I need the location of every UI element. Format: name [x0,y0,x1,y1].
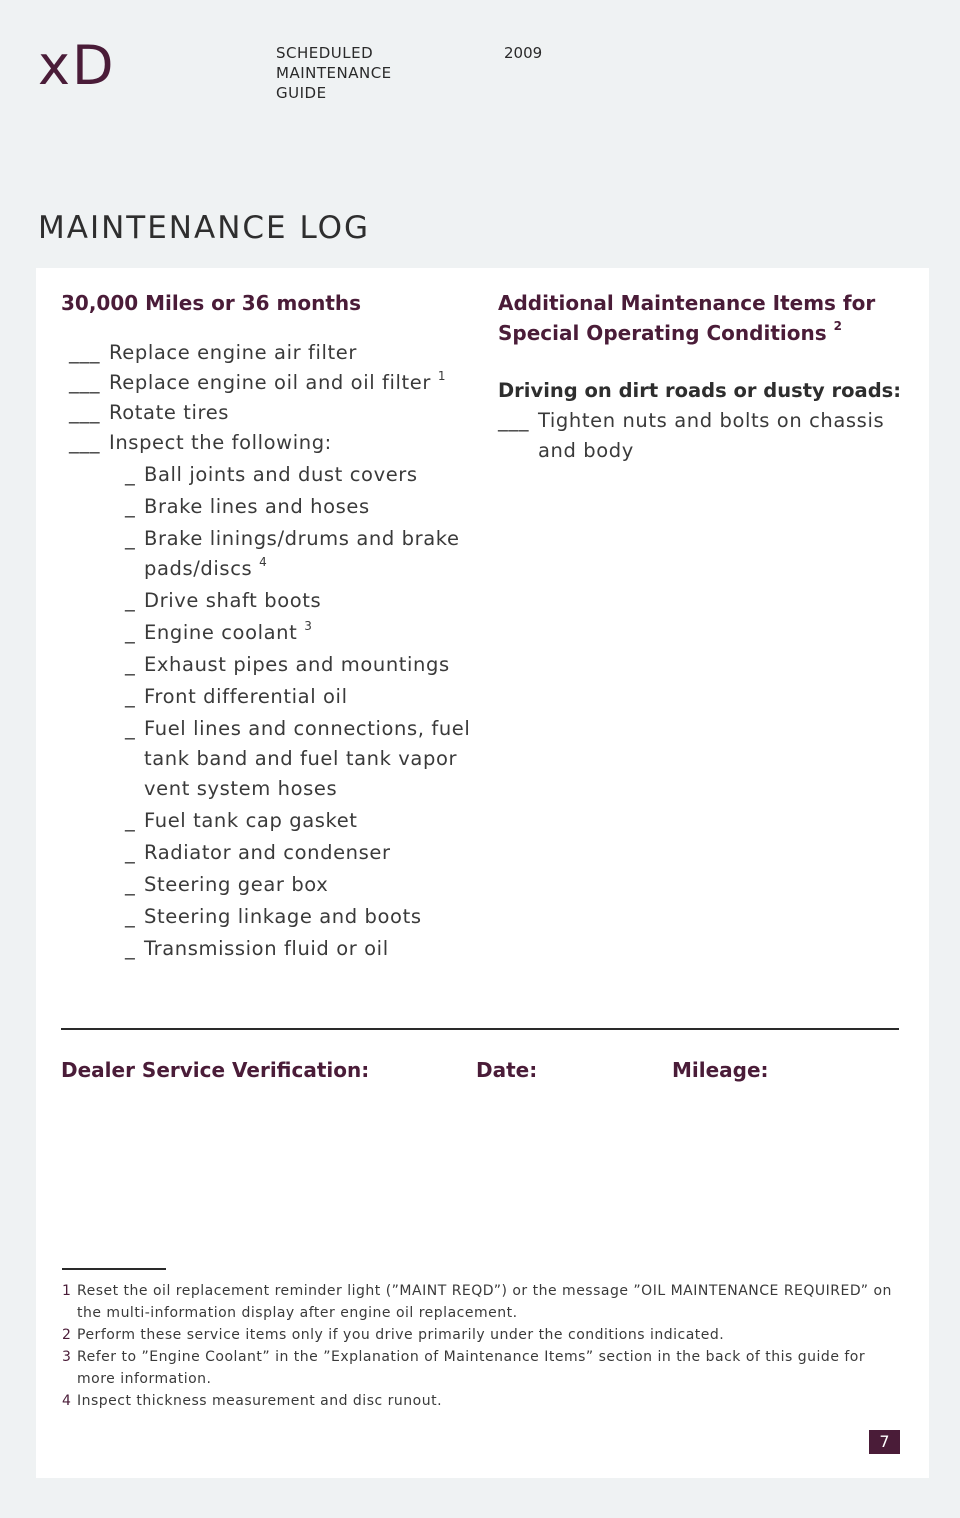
footnote-ref: 2 [833,319,842,334]
inspection-text: Fuel tank cap gasket [144,809,358,832]
page-title: MAINTENANCE LOG [38,210,371,246]
special-conditions-heading [498,288,908,348]
task-item [61,398,471,428]
dash-marker: _ [125,685,136,708]
maintenance-log-card [36,268,929,1478]
interval-column [61,288,471,964]
guide-title [276,43,436,103]
xd-logo: xD [38,34,116,97]
task-text: Replace engine air filter [109,341,357,364]
footnote-text: Inspect thickness measurement and disc runout. [77,1393,443,1409]
footnote-divider [62,1268,166,1270]
inspection-text: Exhaust pipes and mountings [144,653,450,676]
inspection-text: Brake linings/drums and brake pads/discs [144,527,460,580]
inspection-item [61,682,471,712]
task-text: Inspect the following: [109,431,332,454]
footnote-text: Reset the oil replacement reminder light (”MAINT REQD”) or the message ”OIL MAINTENANCE REQUIRED” on the multi-information display after engine oil replacement. [77,1283,892,1321]
inspection-item [61,714,471,804]
special-conditions-heading-text: Additional Maintenance Items for Special Operating Conditions [498,291,876,345]
footnote-ref: 3 [304,618,313,633]
inspection-item [61,934,471,964]
mileage-label: Mileage: [672,1058,769,1082]
inspection-text: Brake lines and hoses [144,495,370,518]
inspection-item [61,806,471,836]
inspection-text: Ball joints and dust covers [144,463,418,486]
task-item [61,338,471,368]
footnote [62,1280,902,1324]
checkbox-blank: ___ [69,341,101,364]
dealer-verification-label: Dealer Service Verification: [61,1058,370,1082]
footnote [62,1346,902,1390]
dash-marker: _ [125,463,136,486]
task-text: Tighten nuts and bolts on chassis and body [538,409,885,462]
footnote-number: 1 [62,1283,72,1299]
inspection-item [61,650,471,680]
footnote-text: Perform these service items only if you drive primarily under the conditions indicated. [77,1327,725,1343]
dash-marker: _ [125,873,136,896]
dash-marker: _ [125,589,136,612]
inspection-text: Front differential oil [144,685,348,708]
footnote-text: Refer to ”Engine Coolant” in the ”Explanation of Maintenance Items” section in the back of this guide for more information. [77,1349,866,1387]
guide-title-line: SCHEDULED [276,44,374,62]
task-text: Replace engine oil and oil filter [109,371,432,394]
inspection-text: Radiator and condenser [144,841,391,864]
dash-marker: _ [125,527,136,550]
inspection-item [61,838,471,868]
inspection-item [61,524,471,584]
dash-marker: _ [125,809,136,832]
dash-marker: _ [125,841,136,864]
inspection-text: Engine coolant [144,621,298,644]
inspection-text: Fuel lines and connections, fuel tank band and fuel tank vapor vent system hoses [144,717,471,800]
inspection-text: Drive shaft boots [144,589,322,612]
dash-marker: _ [125,653,136,676]
inspection-text: Steering linkage and boots [144,905,422,928]
inspection-text: Steering gear box [144,873,329,896]
inspection-item [61,586,471,616]
dash-marker: _ [125,717,136,740]
inspection-item [61,492,471,522]
inspection-item [61,460,471,490]
footnote-ref: 4 [259,554,268,569]
task-item [61,428,471,458]
interval-heading: 30,000 Miles or 36 months [61,291,362,315]
inspection-text: Transmission fluid or oil [144,937,389,960]
date-label: Date: [476,1058,538,1082]
model-year: 2009 [504,44,543,62]
footnote-ref: 1 [437,368,447,383]
task-item [498,406,908,466]
checkbox-blank: ___ [69,431,101,454]
task-list [61,338,471,964]
dash-marker: _ [125,937,136,960]
checkbox-blank: ___ [498,409,530,432]
divider [61,1028,899,1030]
footnote-number: 2 [62,1327,72,1343]
checkbox-blank: ___ [69,401,101,424]
footnotes [62,1280,902,1412]
footnote [62,1324,902,1346]
footnote [62,1390,902,1412]
inspection-item [61,870,471,900]
page-number: 7 [869,1430,900,1454]
dash-marker: _ [125,621,136,644]
dash-marker: _ [125,905,136,928]
task-item [61,368,471,398]
inspection-item [61,902,471,932]
checkbox-blank: ___ [69,371,101,394]
guide-title-line: MAINTENANCE [276,64,392,82]
inspection-item [61,618,471,648]
dash-marker: _ [125,495,136,518]
guide-title-line: GUIDE [276,84,327,102]
footnote-number: 4 [62,1393,72,1409]
task-text: Rotate tires [109,401,230,424]
footnote-number: 3 [62,1349,72,1365]
condition-subheading: Driving on dirt roads or dusty roads: [498,379,902,402]
special-conditions-column [498,288,908,466]
